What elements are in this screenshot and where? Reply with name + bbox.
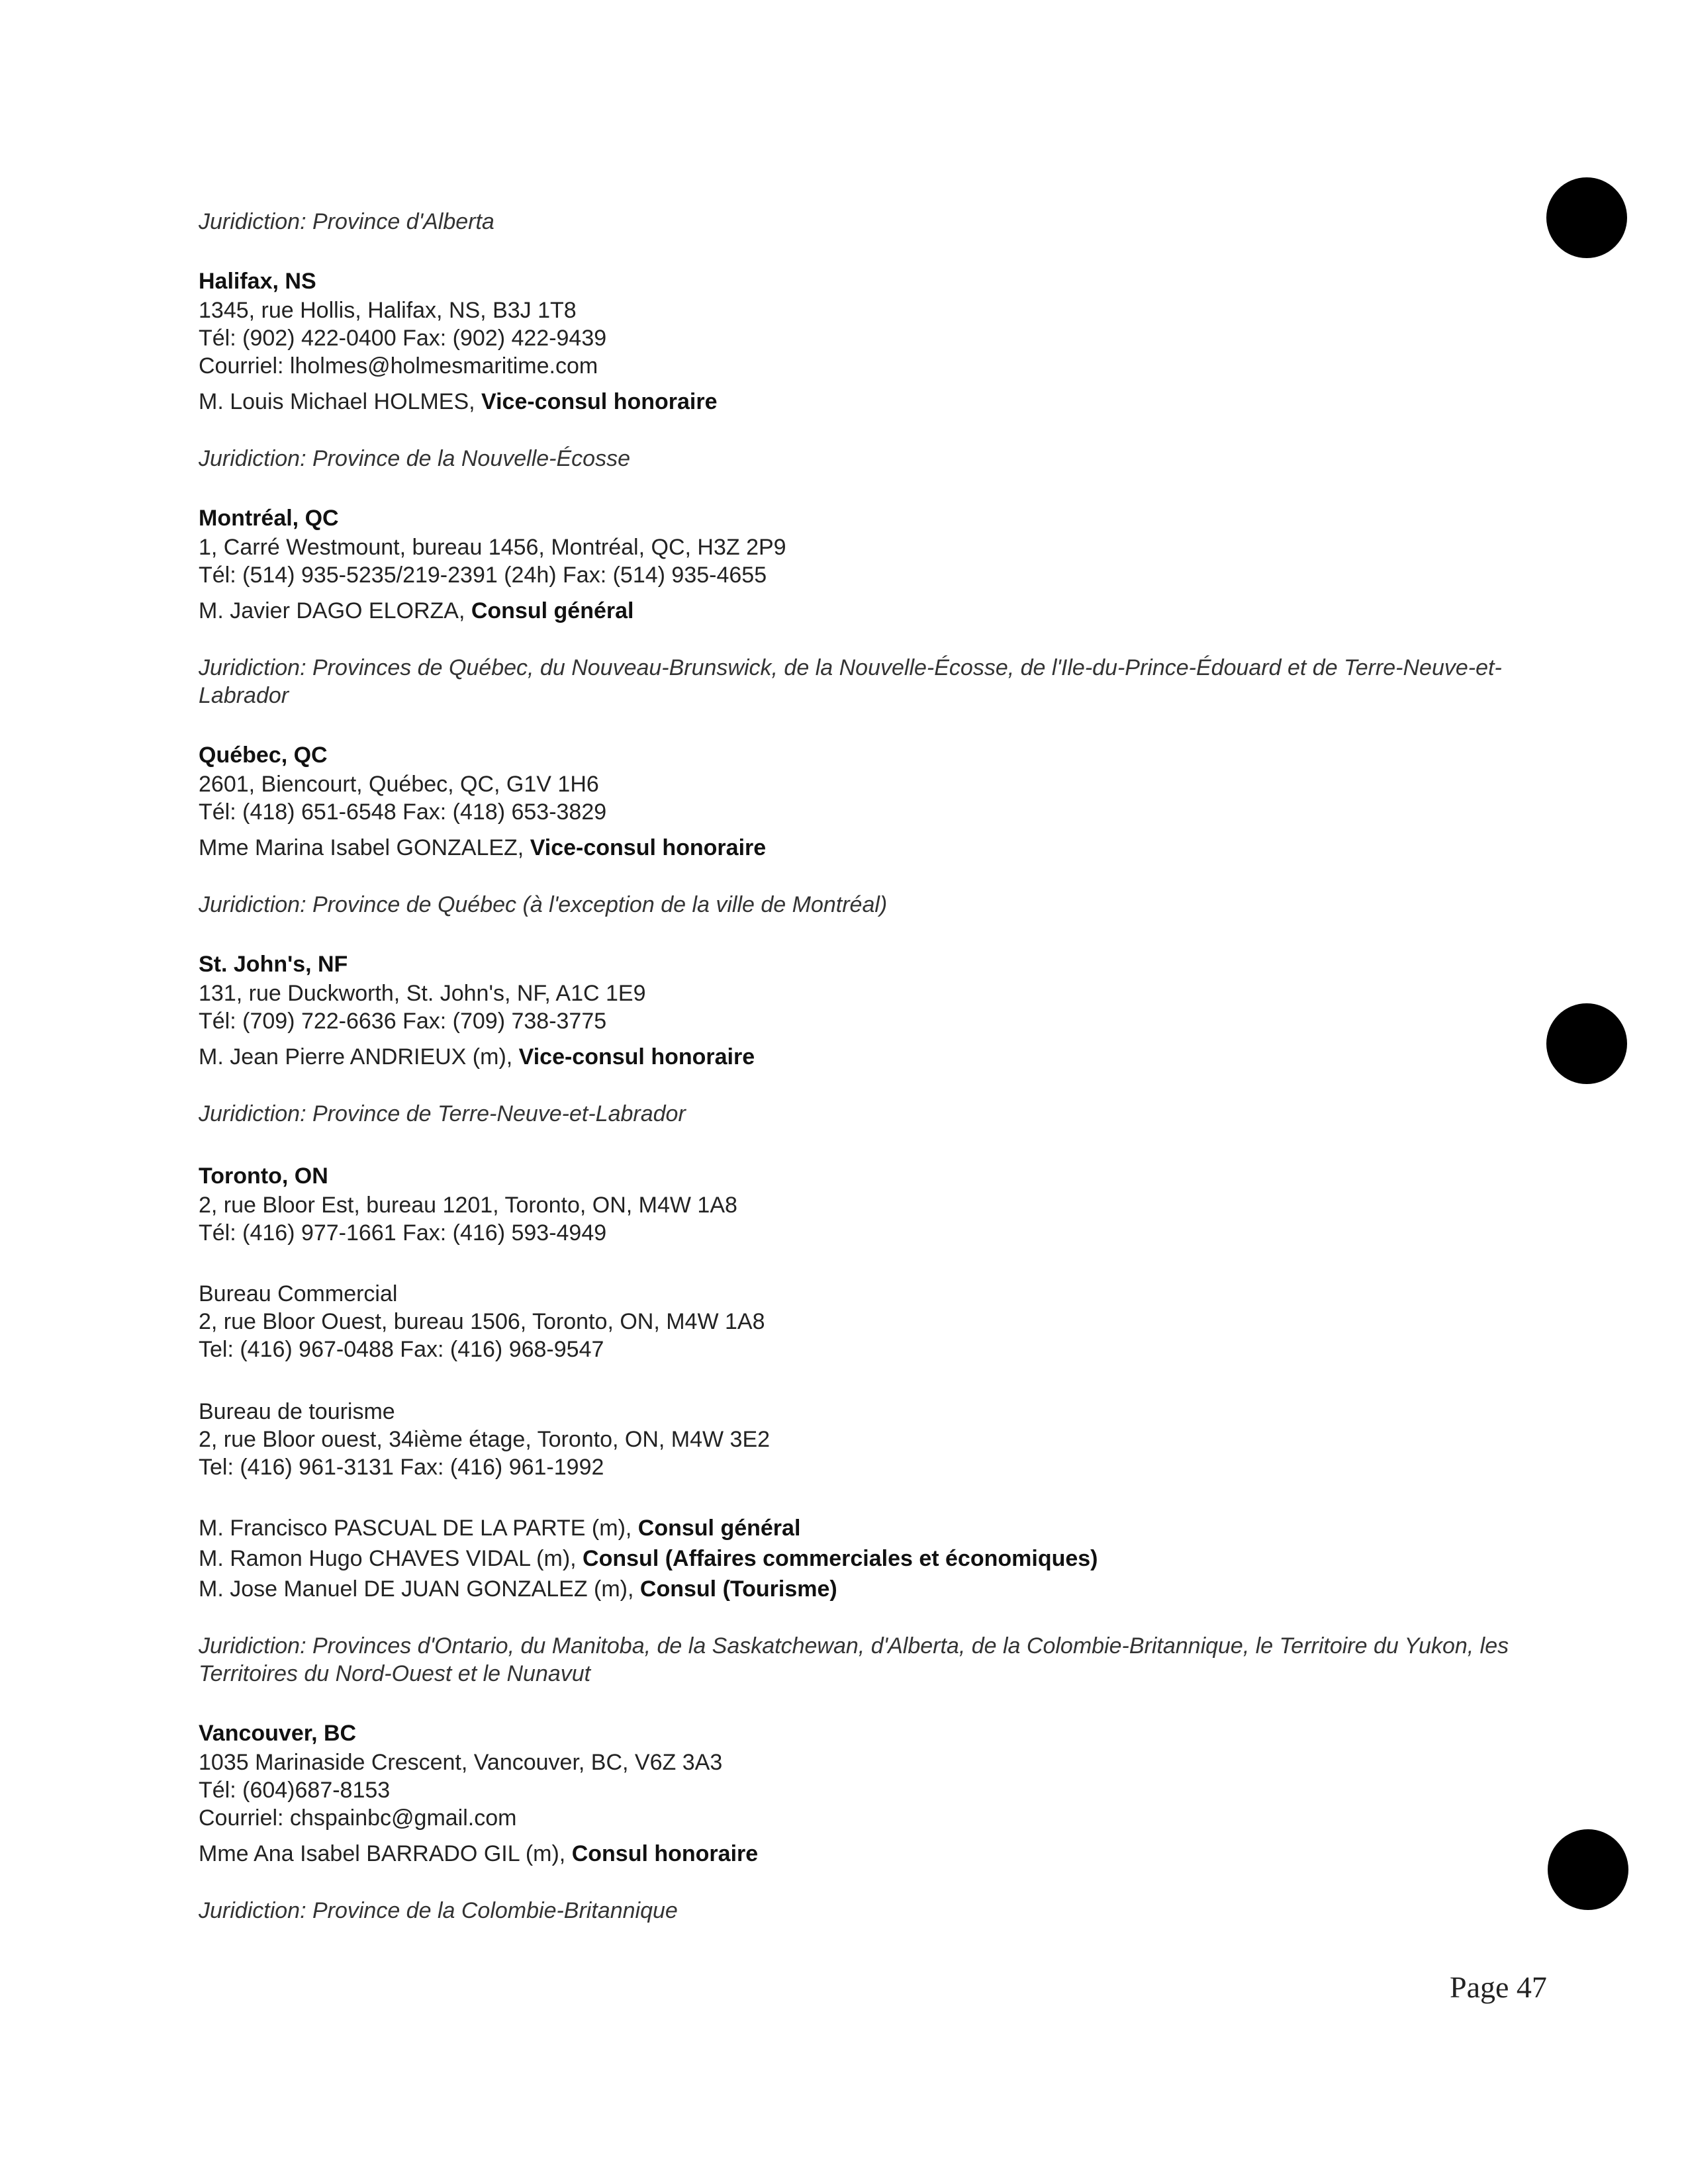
address-line: 1035 Marinaside Crescent, Vancouver, BC, V6Z 3A3 <box>199 1750 723 1775</box>
jurisdiction-vancouver: Juridiction: Province de la Colombie-Britannique <box>199 1898 678 1923</box>
address-line: 2, rue Bloor Ouest, bureau 1506, Toronto, ON, M4W 1A8 <box>199 1309 765 1334</box>
consul-entry <box>199 1575 837 1603</box>
jurisdiction-st-johns: Juridiction: Province de Terre-Neuve-et-Labrador <box>199 1101 686 1126</box>
office-label: Bureau Commercial <box>199 1281 398 1306</box>
consul-title: Consul général <box>471 598 634 623</box>
city-heading-halifax: Halifax, NS <box>199 269 316 294</box>
city-heading-montreal: Montréal, QC <box>199 506 339 531</box>
consul-name: Mme Marina Isabel GONZALEZ, <box>199 835 530 860</box>
consul-name: M. Jean Pierre ANDRIEUX (m), <box>199 1044 519 1069</box>
consul-title: Consul (Affaires commerciales et économiques) <box>583 1546 1098 1571</box>
city-heading-st-johns: St. John's, NF <box>199 952 348 977</box>
jurisdiction-halifax: Juridiction: Province de la Nouvelle-Écosse <box>199 446 630 471</box>
jurisdiction-toronto: Juridiction: Provinces d'Ontario, du Manitoba, de la Saskatchewan, d'Alberta, de la Colombie-Britannique, le Territoire du Yukon, les Territoires du Nord-Ouest et le Nunavut <box>199 1633 1509 1686</box>
address-line: 131, rue Duckworth, St. John's, NF, A1C 1E9 <box>199 981 646 1006</box>
jurisdiction-montreal: Juridiction: Provinces de Québec, du Nouveau-Brunswick, de la Nouvelle-Écosse, de l'Ile-du-Prince-Édouard et de Terre-Neuve-et-Labrador <box>199 655 1502 708</box>
punch-hole-bottom <box>1548 1829 1628 1910</box>
phone-line: Tél: (902) 422-0400 Fax: (902) 422-9439 <box>199 326 607 351</box>
consul-title: Vice-consul honoraire <box>518 1044 755 1069</box>
city-heading-toronto: Toronto, ON <box>199 1163 328 1189</box>
consul-title: Consul (Tourisme) <box>639 1576 837 1602</box>
consul-entry <box>199 834 766 862</box>
phone-line: Tél: (604)687-8153 <box>199 1778 391 1803</box>
consul-entry <box>199 1545 1098 1572</box>
phone-line: Tél: (514) 935-5235/219-2391 (24h) Fax: (514) 935-4655 <box>199 563 767 588</box>
consul-entry <box>199 1043 755 1071</box>
address-line: 1345, rue Hollis, Halifax, NS, B3J 1T8 <box>199 298 577 323</box>
address-line: 1, Carré Westmount, bureau 1456, Montréal, QC, H3Z 2P9 <box>199 535 786 560</box>
consul-name: M. Javier DAGO ELORZA, <box>199 598 471 623</box>
phone-line: Tel: (416) 961-3131 Fax: (416) 961-1992 <box>199 1455 604 1480</box>
consul-name: M. Louis Michael HOLMES, <box>199 389 482 414</box>
consul-title: Consul général <box>637 1516 801 1541</box>
city-heading-quebec: Québec, QC <box>199 743 328 768</box>
consul-entry <box>199 388 718 416</box>
email-line: Courriel: lholmes@holmesmaritime.com <box>199 353 598 379</box>
jurisdiction-quebec: Juridiction: Province de Québec (à l'exception de la ville de Montréal) <box>199 892 888 917</box>
consul-name: Mme Ana Isabel BARRADO GIL (m), <box>199 1841 572 1866</box>
phone-line: Tél: (709) 722-6636 Fax: (709) 738-3775 <box>199 1009 607 1034</box>
punch-hole-top <box>1546 177 1627 258</box>
consul-entry <box>199 1514 800 1542</box>
consul-title: Vice-consul honoraire <box>530 835 767 860</box>
consul-entry <box>199 597 633 625</box>
consul-name: M. Ramon Hugo CHAVES VIDAL (m), <box>199 1546 583 1571</box>
phone-line: Tel: (416) 967-0488 Fax: (416) 968-9547 <box>199 1337 604 1362</box>
jurisdiction-alberta: Juridiction: Province d'Alberta <box>199 209 494 234</box>
consul-title: Vice-consul honoraire <box>481 389 718 414</box>
city-heading-vancouver: Vancouver, BC <box>199 1721 357 1746</box>
consul-title: Consul honoraire <box>571 1841 759 1866</box>
consul-entry <box>199 1840 758 1868</box>
phone-line: Tél: (418) 651-6548 Fax: (418) 653-3829 <box>199 799 607 825</box>
consul-name: M. Francisco PASCUAL DE LA PARTE (m), <box>199 1516 638 1541</box>
address-line: 2, rue Bloor ouest, 34ième étage, Toronto, ON, M4W 3E2 <box>199 1427 771 1452</box>
punch-hole-middle <box>1546 1003 1627 1084</box>
address-line: 2601, Biencourt, Québec, QC, G1V 1H6 <box>199 772 599 797</box>
consul-name: M. Jose Manuel DE JUAN GONZALEZ (m), <box>199 1576 640 1602</box>
email-line: Courriel: chspainbc@gmail.com <box>199 1805 517 1831</box>
page-number: Page 47 <box>1450 1970 1547 2004</box>
office-label: Bureau de tourisme <box>199 1399 395 1424</box>
phone-line: Tél: (416) 977-1661 Fax: (416) 593-4949 <box>199 1220 607 1246</box>
address-line: 2, rue Bloor Est, bureau 1201, Toronto, ON, M4W 1A8 <box>199 1193 737 1218</box>
